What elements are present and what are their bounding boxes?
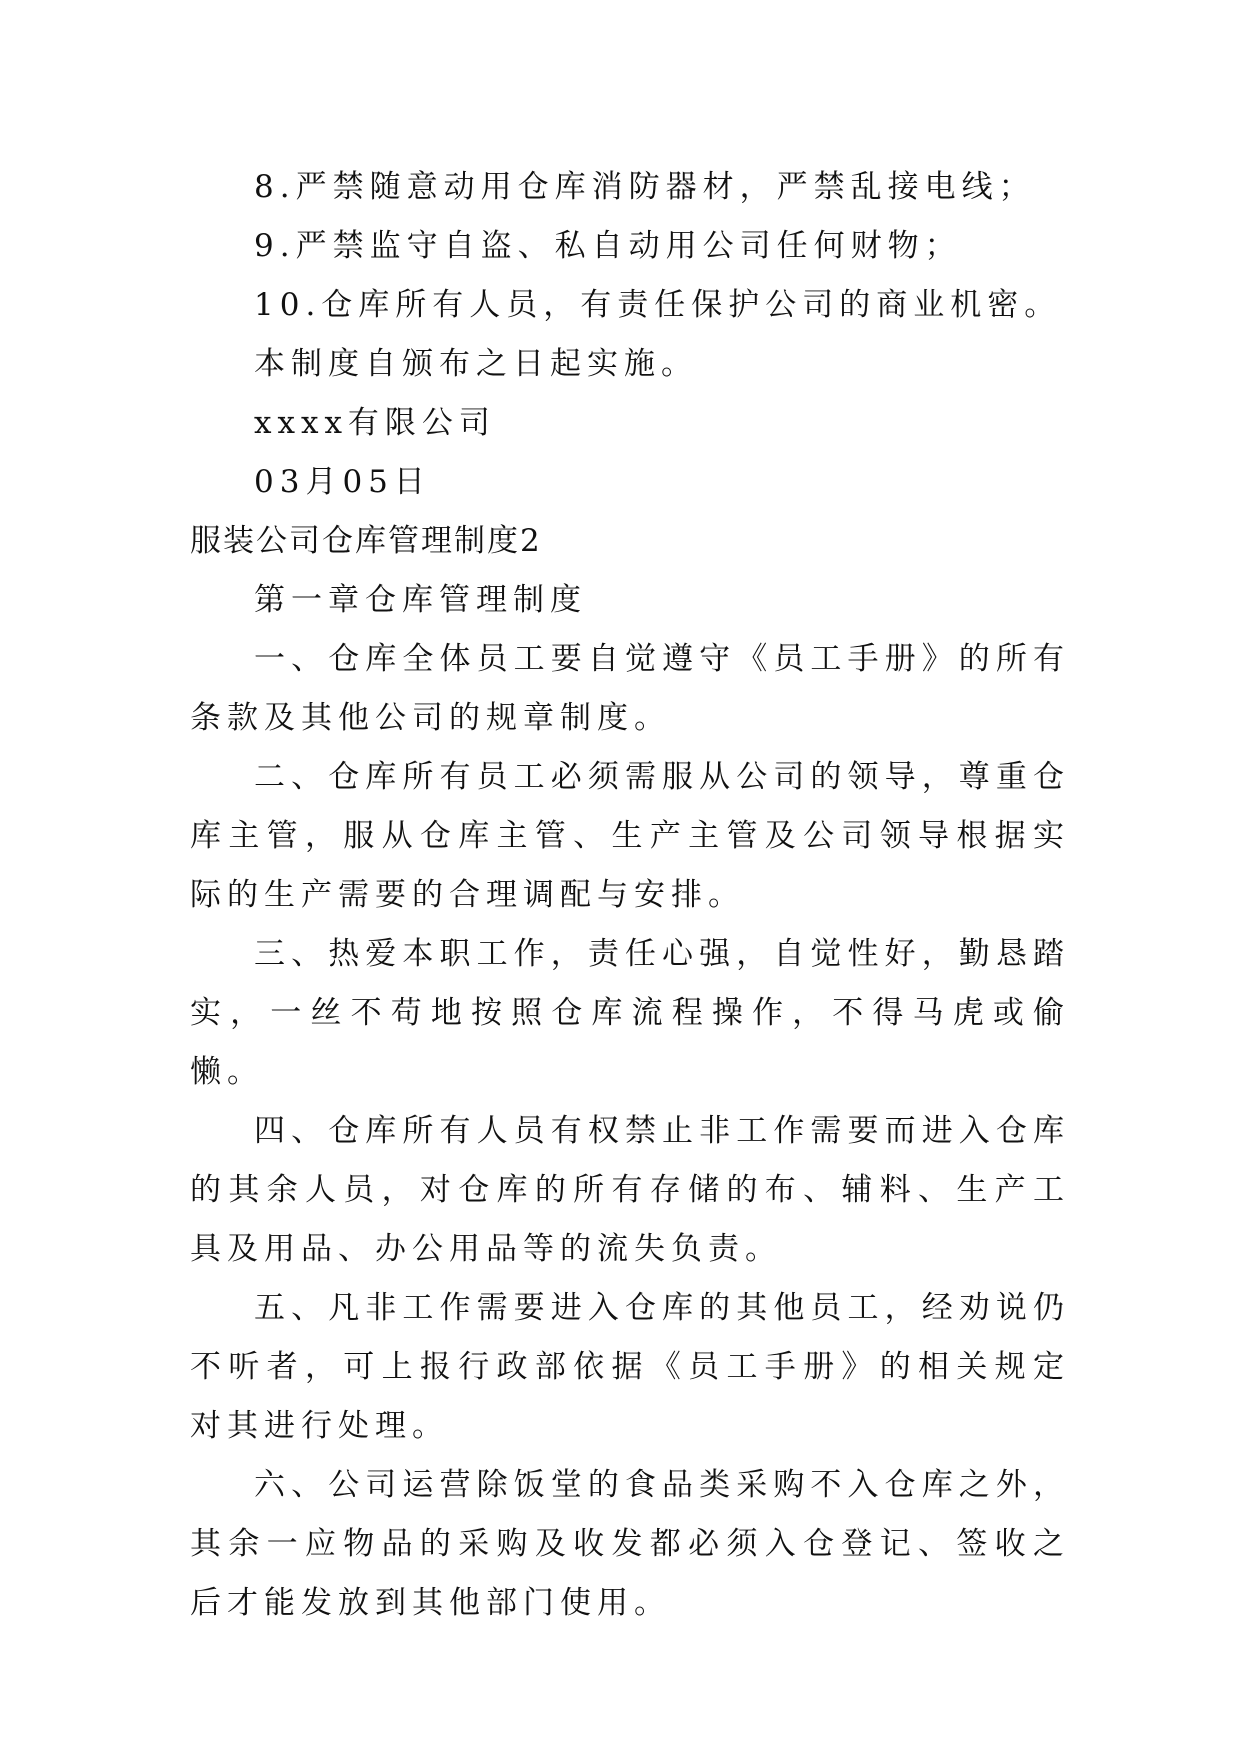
- document-title: 服装公司仓库管理制度2: [190, 523, 542, 559]
- document-body: [190, 158, 1070, 1633]
- rule-item-8: 8.严禁随意动用仓库消防器材，严禁乱接电线；: [254, 169, 1036, 205]
- effective-statement: 本制度自颁布之日起实施。: [254, 346, 698, 382]
- paragraph-1: 一、仓库全体员工要自觉遵守《员工手册》的所有条款及其他公司的规章制度。: [190, 641, 1070, 736]
- chapter-title: 第一章仓库管理制度: [254, 582, 587, 618]
- paragraph-6: 六、公司运营除饭堂的食品类采购不入仓库之外，其余一应物品的采购及收发都必须入仓登记、签收之后才能发放到其他部门使用。: [190, 1467, 1070, 1621]
- company-name: xxxx有限公司: [254, 405, 496, 441]
- paragraph-5: 五、凡非工作需要进入仓库的其他员工，经劝说仍不听者，可上报行政部依据《员工手册》的相关规定对其进行处理。: [190, 1290, 1070, 1444]
- document-date: 03月05日: [254, 464, 431, 500]
- rule-item-10: 10.仓库所有人员，有责任保护公司的商业机密。: [254, 287, 1062, 323]
- rule-item-9: 9.严禁监守自盗、私自动用公司任何财物；: [254, 228, 962, 264]
- paragraph-4: 四、仓库所有人员有权禁止非工作需要而进入仓库的其余人员，对仓库的所有存储的布、辅料、生产工具及用品、办公用品等的流失负责。: [190, 1113, 1070, 1267]
- paragraph-2: 二、仓库所有员工必须需服从公司的领导，尊重仓库主管，服从仓库主管、生产主管及公司领导根据实际的生产需要的合理调配与安排。: [190, 759, 1070, 913]
- paragraph-3: 三、热爱本职工作，责任心强，自觉性好，勤恳踏实，一丝不苟地按照仓库流程操作，不得马虎或偷懒。: [190, 936, 1070, 1090]
